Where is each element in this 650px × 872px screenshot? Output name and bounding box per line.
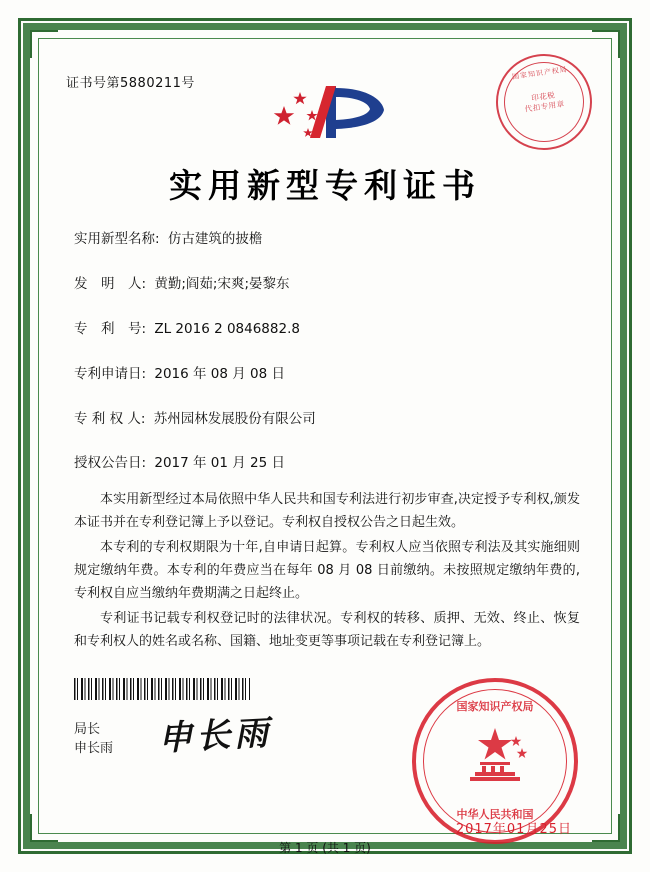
field-inventor xyxy=(74,275,582,294)
national-ipo-seal-ring xyxy=(423,689,567,833)
field-grant-announcement-date xyxy=(74,454,582,473)
legal-paragraph-3: 专利证书记载专利权登记时的法律状况。专利权的转移、质押、无效、终止、恢复和专利权人的姓名或名称、国籍、地址变更等事项记载在专利登记簿上。 xyxy=(74,611,580,649)
field-label: 专利申请日: xyxy=(74,365,147,382)
certificate-content xyxy=(48,48,602,837)
field-value: 2017 年 01 月 25 日 xyxy=(154,455,286,472)
svg-text:中华人民共和国: 中华人民共和国 xyxy=(456,808,534,821)
field-value: 黄勤;阎茹;宋爽;晏黎东 xyxy=(154,275,290,292)
field-value: 仿古建筑的披檐 xyxy=(167,231,263,247)
tax-stamp-seal-line3: 代扣专用章 xyxy=(524,99,566,114)
field-list xyxy=(74,230,582,499)
field-value: 苏州园林发展股份有限公司 xyxy=(153,410,316,427)
field-label: 发 明 人: xyxy=(74,275,147,292)
field-label: 实用新型名称: xyxy=(74,231,160,247)
field-value: 2016 年 08 月 08 日 xyxy=(154,365,286,382)
page-footer: 第 1 页 (共 1 页) xyxy=(279,841,371,855)
field-utility-model-name xyxy=(74,230,582,249)
barcode-strip xyxy=(74,678,250,700)
field-value: ZL 2016 2 0846882.8 xyxy=(154,320,300,337)
tax-stamp-seal xyxy=(490,48,598,156)
field-patentee xyxy=(74,410,582,429)
tax-stamp-seal-arc: 国家知识产权局 xyxy=(511,65,569,82)
signature-block xyxy=(74,720,113,758)
legal-paragraph-2: 本专利的专利权期限为十年,自申请日起算。专利权人应当依照专利法及其实施细则规定缴纳年费。本专利的年费应当在每年 08 月 08 日前缴纳。未按照规定缴纳年费的,专利权自应当缴纳年费期满之日起终止。 xyxy=(74,540,580,601)
page-title: 实用新型专利证书 xyxy=(169,166,481,205)
director-handwritten-signature: 申长雨 xyxy=(157,713,274,759)
seal-date: 2017年01月25日 xyxy=(455,822,572,837)
field-application-date xyxy=(74,365,582,384)
legal-paragraph-1: 本实用新型经过本局依照中华人民共和国专利法进行初步审查,决定授予专利权,颁发本证书并在专利登记簿上予以登记。专利权自授权公告之日起生效。 xyxy=(74,492,580,530)
patent-office-logo-icon xyxy=(260,76,390,144)
director-title-label: 局长 xyxy=(74,722,101,737)
legal-text xyxy=(74,488,580,655)
field-label: 专 利 号: xyxy=(74,320,147,337)
field-patent-number xyxy=(74,320,582,339)
director-name-label: 申长雨 xyxy=(74,741,114,756)
certificate-number: 证书号第5880211号 xyxy=(66,76,195,91)
tax-stamp-seal-line2: 印花税 xyxy=(530,90,556,103)
field-label: 授权公告日: xyxy=(74,455,147,472)
svg-text:国家知识产权局: 国家知识产权局 xyxy=(456,700,534,713)
field-label: 专 利 权 人: xyxy=(74,410,146,427)
